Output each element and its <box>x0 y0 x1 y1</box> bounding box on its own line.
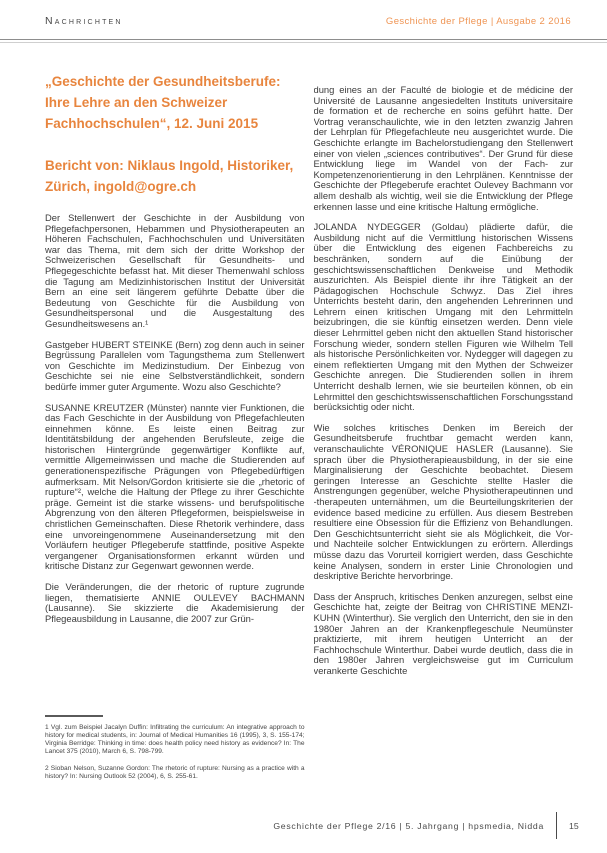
paragraph-kreutzer: SUSANNE KREUTZER (Münster) nannte vier Funktionen, die das Fach Geschichte in der Ausbildung von Pflegefachleuten einnehmen könne. Es leiste einen Beitrag zur Identitätsbildung der angehenden Berufsleute, zeige die historischen Hintergründe gegenwärtiger Konflikte auf, vermittle Allgemeinwissen und mache die Studierenden auf generationenspezifische Prägungen von Pflegebedürftigen aufmerksam. Mit Nelson/Gordon kritisierte sie die „rhetoric of rupture“², welche die Haltung der Pflege zu ihrer Geschichte präge. Gemeint ist die starke wissens- und berufspolitische Abgrenzung von den älteren Pflegeformen, beispielsweise in christlichen Gemeinschaften. Diese Rhetorik verhindere, dass eine unvoreingenommene Auseinandersetzung mit den Vorläufern heutiger Pflegeberufe stattfinde, positive Aspekte vergangener Organisationsformen erkannt würden und kritische Distanz zur Gegenwart gewonnen werde. <box>45 401 305 572</box>
page-header <box>0 0 607 27</box>
paragraph-steinke: Gastgeber HUBERT STEINKE (Bern) zog denn auch in seiner Begrüssung Parallelen vom Tagungsthema zum Stellenwert von Geschichte im Medizinstudium. Der Einbezug von Geschichte sei nie eine Selbstverständlichkeit, sondern bedürfe immer guter Argumente. Wozu also Geschichte? <box>45 338 305 392</box>
footnote-1: 1 Vgl. zum Beispiel Jacalyn Duffin: Infiltrating the curriculum: An integrative approach to history for medical students, in: Journal of Medical Humanities 16 (1995), 3, S. 155-174; Virginia Berridge: Thinking in time: does health policy need history as evidence? In: The Lancet 375 (2010), March 6, S. 798-799. <box>45 723 305 756</box>
paragraph-oulevey-continued: dung eines an der Faculté de biologie et de médicine der Université de Lausanne angesiedelten Instituts universitaire de formation et de recherche en soins geführt hatte. Der Vortrag veranschaulichte, wie in den letzten zwanzig Jahren der Lehrplan für Pflegefachleute neu ausgerichtet wurde. Die Geschichte erlangte im Bachelorstudiengang den Stellenwert einer von vielen „sciences contributives“. Der Grund für diese Entwicklung liege im Wandel von der Fach- zur Kompetenzenorientierung in den Lehrplänen. Kenntnisse der Geschichte der Pflegeberufe erachtet Oulevey Bachmann vor allem deshalb als wichtig, weil sie die Entwicklung der Pflege erkennen lasse und eine kritische Haltung ermögliche. <box>313 84 573 212</box>
right-column <box>314 71 574 789</box>
section-label: Nachrichten <box>45 15 123 27</box>
page-number: 15 <box>569 820 579 831</box>
paragraph-oulevey-start: Die Veränderungen, die der rhetoric of rupture zugrunde liegen, thematisierte ANNIE OULEVEY BACHMANN (Lausanne). Sie skizzierte die Akademisierung der Pflegeausbildung in Lausanne, die 2007 zur Grün- <box>45 581 305 624</box>
footnote-2: 2 Sioban Nelson, Suzanne Gordon: The rhetoric of rupture: Nursing as a practice with a history? In: Nursing Outlook 52 (2004), 6, S. 255-61. <box>45 764 305 780</box>
page-footer <box>0 812 607 839</box>
issue-label: Geschichte der Pflege | Ausgabe 2 2016 <box>385 16 571 27</box>
paragraph-intro: Der Stellenwert der Geschichte in der Ausbildung von Pflegefachpersonen, Hebammen und Physiotherapeuten an Höheren Fachschulen, Fachhochschulen und Universitäten war das Thema, mit dem sich der dritte Workshop der Schweizerischen Gesellschaft für Gesundheits- und Pflegegeschichte befasst hat. Mit dieser Themenwahl schloss die Tagung am Medizinhistorischen Institut der Universität Bern an eine seit längerem geführte Debatte über die Bedeutung von Geschichte für die Ausbildung von Gesundheitspersonal und die Ausgestaltung des Gesundheitswesens an.¹ <box>45 212 305 329</box>
header-divider <box>0 39 607 43</box>
article-title: „Geschichte der Gesundheitsberufe: Ihre Lehre an den Schweizer Fachhochschulen“, 12. Juni 2015 <box>45 74 281 131</box>
footer-journal-line: Geschichte der Pflege 2/16 | 5. Jahrgang | hpsmedia, Nidda <box>273 820 544 831</box>
footnotes-block <box>45 705 305 789</box>
footnote-divider <box>45 715 103 717</box>
article-body <box>0 71 607 789</box>
paragraph-hasler: Wie solches kritisches Denken im Bereich der Gesundheitsberufe fruchtbar gemacht werden kann, veranschaulichte VÉRONIQUE HASLER (Lausanne). Sie sprach über die Physiotherapieausbildung, in der sie eine Marginalisierung der Geschichte beobachtet. Diesem geringen Interesse an Geschichte stellte Hasler die Anstrengungen gegenüber, welche Physiotherapeutinnen und -therapeuten unternähmen, um die Beurteilungskriterien der evidence based medicine zu erfüllen. Aus diesem Bestreben resultiere eine Obsession für die Effizienz von Behandlungen. Den Geschichtsunterricht sieht sie als Möglichkeit, die Vor- und Nachteile solcher Entwicklungen zu erörtern. Allerdings müsse dazu das Vorurteil korrigiert werden, dass Geschichte keine Analysen, sondern in erster Linie Chronologien und deskriptive Berichte hervorbringe. <box>313 421 573 582</box>
left-column <box>45 71 305 789</box>
footer-divider <box>556 812 557 839</box>
paragraph-menzi-kuhn: Dass der Anspruch, kritisches Denken anzuregen, selbst eine Geschichte hat, zeigte der Beitrag von CHRISTINE MENZI-KUHN (Winterthur). Sie verglich den Unterricht, den sie in den 1980er Jahren an der Krankenpflegeschule Neumünster praktizierte, mit ihrem heutigen Unterricht an der Fachhochschule Winterthur. Dabei wurde deutlich, dass die in den 1980er Jahren vergleichsweise gut im Curriculum verankerte Geschichte <box>313 590 573 676</box>
article-byline: Bericht von: Niklaus Ingold, Historiker, Zürich, ingold@ogre.ch <box>45 158 294 194</box>
paragraph-nydegger: JOLANDA NYDEGGER (Goldau) plädierte dafür, die Ausbildung nicht auf die Vermittlung historischen Wissens über die Entwicklung des eigenen Fachbereichs zu beschränken, sondern auf die Einübung der geschichtswissenschaftlichen Denkweise und Methodik auszurichten. Als Beispiel diente ihr ihre Tätigkeit an der Pädagogischen Hochschule Schwyz. Das Ziel ihres Unterrichts besteht darin, den angehenden Lehrerinnen und Lehrern einen kritischen Umgang mit den Lehrmitteln beizubringen, die sie künftig einsetzen werden. Denn viele dieser Lehrmittel geben nicht den aktuellen Stand historischer Forschung wieder, sondern stellen Figuren wie Wilhelm Tell als historische Persönlichkeiten vor. Nydegger will dagegen zu einem reflektierten Umgang mit den Mythen der Schweizer Geschichte anregen. Die Studierenden sollen in ihrem Unterricht deshalb lernen, wie sie beurteilen können, ob ein Lehrmittel den geschichtswissenschaftlichen Forschungsstand berücksichtig oder nicht. <box>313 221 573 413</box>
